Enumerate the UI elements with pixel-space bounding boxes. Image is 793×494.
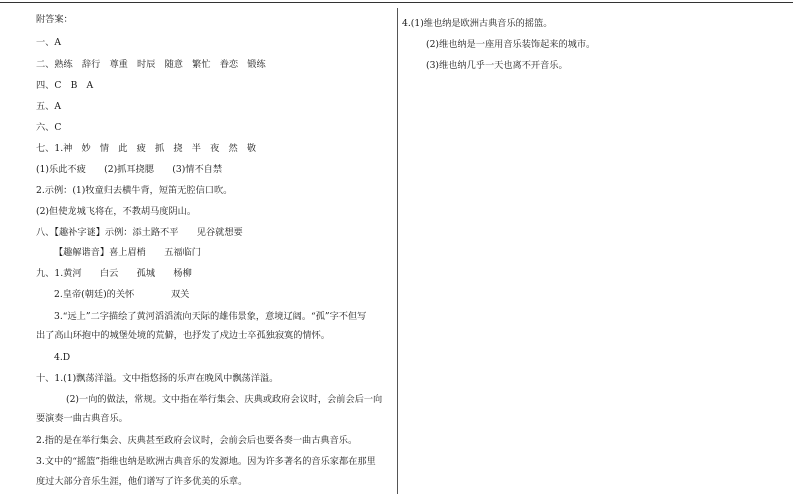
answer-9-4: 4.D [54,352,71,363]
answer-2: 二、熟练 辞行 尊重 时辰 随意 繁忙 眷恋 锻练 [36,59,266,70]
answer-9-1: 九、1.黄河 白云 孤城 杨柳 [36,268,192,279]
answer-10-1-2: (2)一向的做法，常规。文中指在举行集会、庆典或政府会议时，会前会后一向 [66,394,383,405]
answer-10-3-cont: 度过大部分音乐生涯，他们谱写了许多优美的乐章。 [36,476,248,487]
answer-9-2: 2.皇帝(朝廷)的关怀 双关 [54,289,190,300]
top-rule [0,2,793,3]
answer-7-1-idioms: (1)乐此不疲 (2)抓耳挠腮 (3)情不自禁 [36,164,223,175]
answer-10-1-2-cont: 要演奏一曲古典音乐。 [36,413,128,424]
answer-5: 五、A [36,101,62,112]
answer-heading: 附答案： [36,14,73,25]
answer-10-4-2: (2)维也纳是一座用音乐装饰起来的城市。 [426,39,596,50]
answer-8-homophone: 【趣解谐音】喜上眉梢 五福临门 [54,247,201,258]
answer-10-2: 2.指的是在举行集会、庆典甚至政府会议时，会前会后也要各奏一曲古典音乐。 [36,435,358,446]
answer-1: 一、A [36,37,62,48]
answer-9-3: 3.“远上”二字描绘了黄河滔滔流向天际的雄伟景象，意境辽阔。“孤”字不但写 [54,311,367,322]
answer-10-3: 3.文中的“摇篮”指维也纳是欧洲古典音乐的发源地。因为许多著名的音乐家都在那里 [36,456,376,467]
column-divider [397,8,398,494]
answer-9-3-cont: 出了高山环抱中的城堡处境的荒僻，也抒发了戍边士卒孤独寂寞的情怀。 [36,330,330,341]
answer-4: 四、C B A [36,80,94,91]
answer-7-2: 2.示例：(1)牧童归去横牛背，短笛无腔信口吹。 [36,185,233,196]
answer-10-1: 十、1.(1)飘荡洋溢。文中指悠扬的乐声在晚风中飘荡洋溢。 [36,373,279,384]
answer-10-4-3: (3)维也纳几乎一天也离不开音乐。 [426,60,568,71]
answer-7-2-b: (2)但使龙城飞将在，不教胡马度阴山。 [36,206,197,217]
answer-8-riddle: 八、【趣补字谜】示例：添土路不平 见谷就想要 [36,227,243,238]
answer-7-1: 七、1.神 妙 情 此 疲 抓 挠 半 夜 然 敬 [36,143,257,154]
answer-10-4-1: 4.(1)维也纳是欧洲古典音乐的摇篮。 [402,18,553,29]
answer-6: 六、C [36,122,62,133]
